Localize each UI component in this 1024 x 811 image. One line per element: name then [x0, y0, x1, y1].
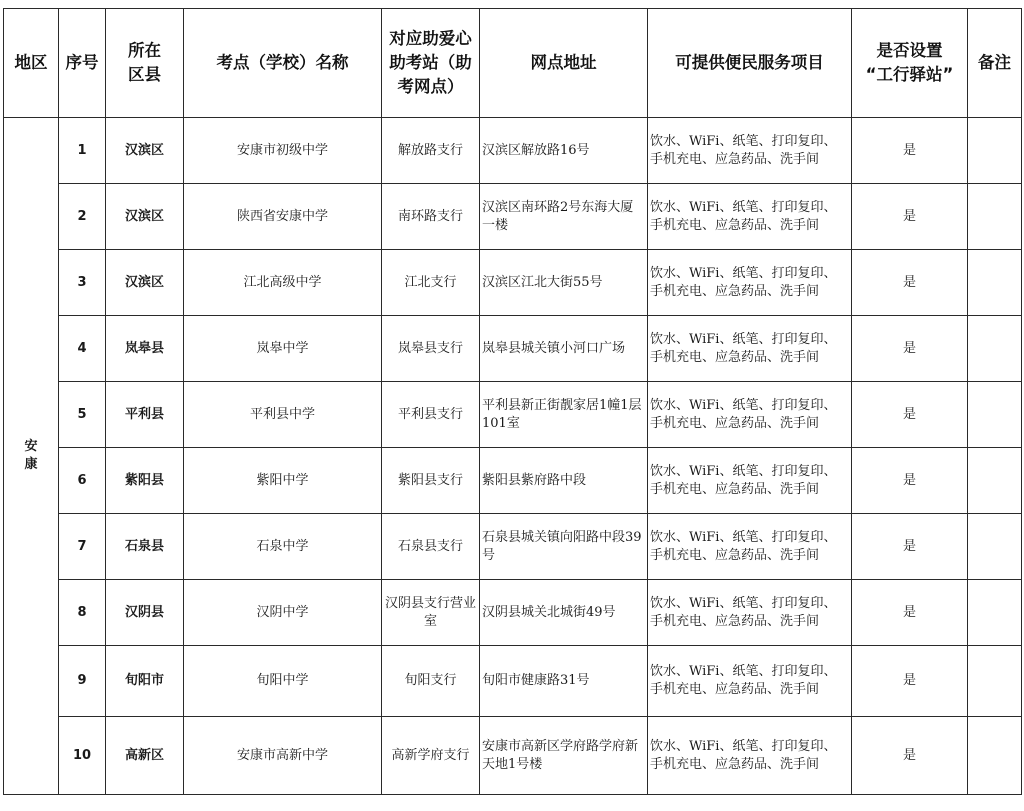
address-cell: 汉滨区江北大街55号: [480, 250, 648, 316]
school-cell: 岚皋中学: [184, 316, 382, 382]
region-char: 安: [24, 439, 38, 454]
services-cell: 饮水、WiFi、纸笔、打印复印、手机充电、应急药品、洗手间: [648, 717, 852, 795]
school-cell: 旬阳中学: [184, 646, 382, 717]
station-cell: 岚皋县支行: [382, 316, 480, 382]
school-cell: 安康市高新中学: [184, 717, 382, 795]
county-cell: 紫阳县: [106, 448, 184, 514]
header-station-line2: 助考站（助: [389, 53, 472, 72]
address-cell: 平利县新正街靓家居1幢1层101室: [480, 382, 648, 448]
station-cell: 江北支行: [382, 250, 480, 316]
school-cell: 陕西省安康中学: [184, 184, 382, 250]
header-row: [4, 9, 1022, 118]
services-cell: 饮水、WiFi、纸笔、打印复印、手机充电、应急药品、洗手间: [648, 382, 852, 448]
is-station-cell: 是: [852, 646, 968, 717]
remark-cell: [968, 717, 1022, 795]
seq-cell: 8: [59, 580, 106, 646]
is-station-cell: 是: [852, 184, 968, 250]
header-station-line3: 考网点）: [397, 77, 464, 96]
county-cell: 石泉县: [106, 514, 184, 580]
table-row: [4, 448, 1022, 514]
services-cell: 饮水、WiFi、纸笔、打印复印、手机充电、应急药品、洗手间: [648, 118, 852, 184]
seq-cell: 10: [59, 717, 106, 795]
address-cell: 旬阳市健康路31号: [480, 646, 648, 717]
seq-cell: 5: [59, 382, 106, 448]
header-is-station-line2: “工行驿站”: [865, 65, 954, 84]
address-cell: 汉滨区南环路2号东海大厦一楼: [480, 184, 648, 250]
table-row: [4, 580, 1022, 646]
school-cell: 安康市初级中学: [184, 118, 382, 184]
remark-cell: [968, 382, 1022, 448]
header-county-line2: 区县: [128, 65, 161, 84]
remark-cell: [968, 646, 1022, 717]
station-cell: 南环路支行: [382, 184, 480, 250]
header-station: [382, 9, 480, 118]
station-cell: 汉阴县支行营业室: [382, 580, 480, 646]
table-row: [4, 316, 1022, 382]
county-cell: 汉阴县: [106, 580, 184, 646]
header-is-station: [852, 9, 968, 118]
seq-cell: 4: [59, 316, 106, 382]
county-cell: 汉滨区: [106, 118, 184, 184]
services-cell: 饮水、WiFi、纸笔、打印复印、手机充电、应急药品、洗手间: [648, 448, 852, 514]
header-county: [106, 9, 184, 118]
table-row: [4, 646, 1022, 717]
remark-cell: [968, 448, 1022, 514]
table-row: [4, 184, 1022, 250]
services-cell: 饮水、WiFi、纸笔、打印复印、手机充电、应急药品、洗手间: [648, 514, 852, 580]
is-station-cell: 是: [852, 514, 968, 580]
table-row: [4, 717, 1022, 795]
region-char: 康: [24, 457, 38, 472]
school-cell: 平利县中学: [184, 382, 382, 448]
is-station-cell: 是: [852, 382, 968, 448]
seq-cell: 3: [59, 250, 106, 316]
station-cell: 旬阳支行: [382, 646, 480, 717]
county-cell: 旬阳市: [106, 646, 184, 717]
address-cell: 汉滨区解放路16号: [480, 118, 648, 184]
is-station-cell: 是: [852, 717, 968, 795]
header-seq: 序号: [59, 9, 106, 118]
county-cell: 岚皋县: [106, 316, 184, 382]
header-region: 地区: [4, 9, 59, 118]
remark-cell: [968, 580, 1022, 646]
seq-cell: 7: [59, 514, 106, 580]
table-row: [4, 118, 1022, 184]
remark-cell: [968, 514, 1022, 580]
header-station-line1: 对应助爱心: [389, 29, 472, 48]
is-station-cell: 是: [852, 580, 968, 646]
school-cell: 石泉中学: [184, 514, 382, 580]
school-cell: 紫阳中学: [184, 448, 382, 514]
remark-cell: [968, 184, 1022, 250]
county-cell: 高新区: [106, 717, 184, 795]
is-station-cell: 是: [852, 118, 968, 184]
header-services: 可提供便民服务项目: [648, 9, 852, 118]
county-cell: 汉滨区: [106, 184, 184, 250]
table-row: [4, 514, 1022, 580]
services-cell: 饮水、WiFi、纸笔、打印复印、手机充电、应急药品、洗手间: [648, 646, 852, 717]
header-is-station-line1: 是否设置: [876, 41, 943, 60]
station-cell: 紫阳县支行: [382, 448, 480, 514]
county-cell: 平利县: [106, 382, 184, 448]
remark-cell: [968, 250, 1022, 316]
is-station-cell: 是: [852, 316, 968, 382]
is-station-cell: 是: [852, 448, 968, 514]
services-cell: 饮水、WiFi、纸笔、打印复印、手机充电、应急药品、洗手间: [648, 316, 852, 382]
service-station-table: [3, 8, 1022, 795]
services-cell: 饮水、WiFi、纸笔、打印复印、手机充电、应急药品、洗手间: [648, 580, 852, 646]
address-cell: 安康市高新区学府路学府新天地1号楼: [480, 717, 648, 795]
remark-cell: [968, 316, 1022, 382]
seq-cell: 1: [59, 118, 106, 184]
header-county-line1: 所在: [128, 41, 161, 60]
remark-cell: [968, 118, 1022, 184]
seq-cell: 2: [59, 184, 106, 250]
table-row: [4, 382, 1022, 448]
seq-cell: 6: [59, 448, 106, 514]
address-cell: 岚皋县城关镇小河口广场: [480, 316, 648, 382]
header-remark: 备注: [968, 9, 1022, 118]
services-cell: 饮水、WiFi、纸笔、打印复印、手机充电、应急药品、洗手间: [648, 250, 852, 316]
station-cell: 石泉县支行: [382, 514, 480, 580]
school-cell: 江北高级中学: [184, 250, 382, 316]
header-school: 考点（学校）名称: [184, 9, 382, 118]
station-cell: 平利县支行: [382, 382, 480, 448]
address-cell: 汉阴县城关北城街49号: [480, 580, 648, 646]
header-address: 网点地址: [480, 9, 648, 118]
region-cell: [4, 118, 59, 795]
station-cell: 解放路支行: [382, 118, 480, 184]
is-station-cell: 是: [852, 250, 968, 316]
seq-cell: 9: [59, 646, 106, 717]
station-cell: 高新学府支行: [382, 717, 480, 795]
services-cell: 饮水、WiFi、纸笔、打印复印、手机充电、应急药品、洗手间: [648, 184, 852, 250]
address-cell: 石泉县城关镇向阳路中段39号: [480, 514, 648, 580]
school-cell: 汉阴中学: [184, 580, 382, 646]
table-row: [4, 250, 1022, 316]
county-cell: 汉滨区: [106, 250, 184, 316]
address-cell: 紫阳县紫府路中段: [480, 448, 648, 514]
